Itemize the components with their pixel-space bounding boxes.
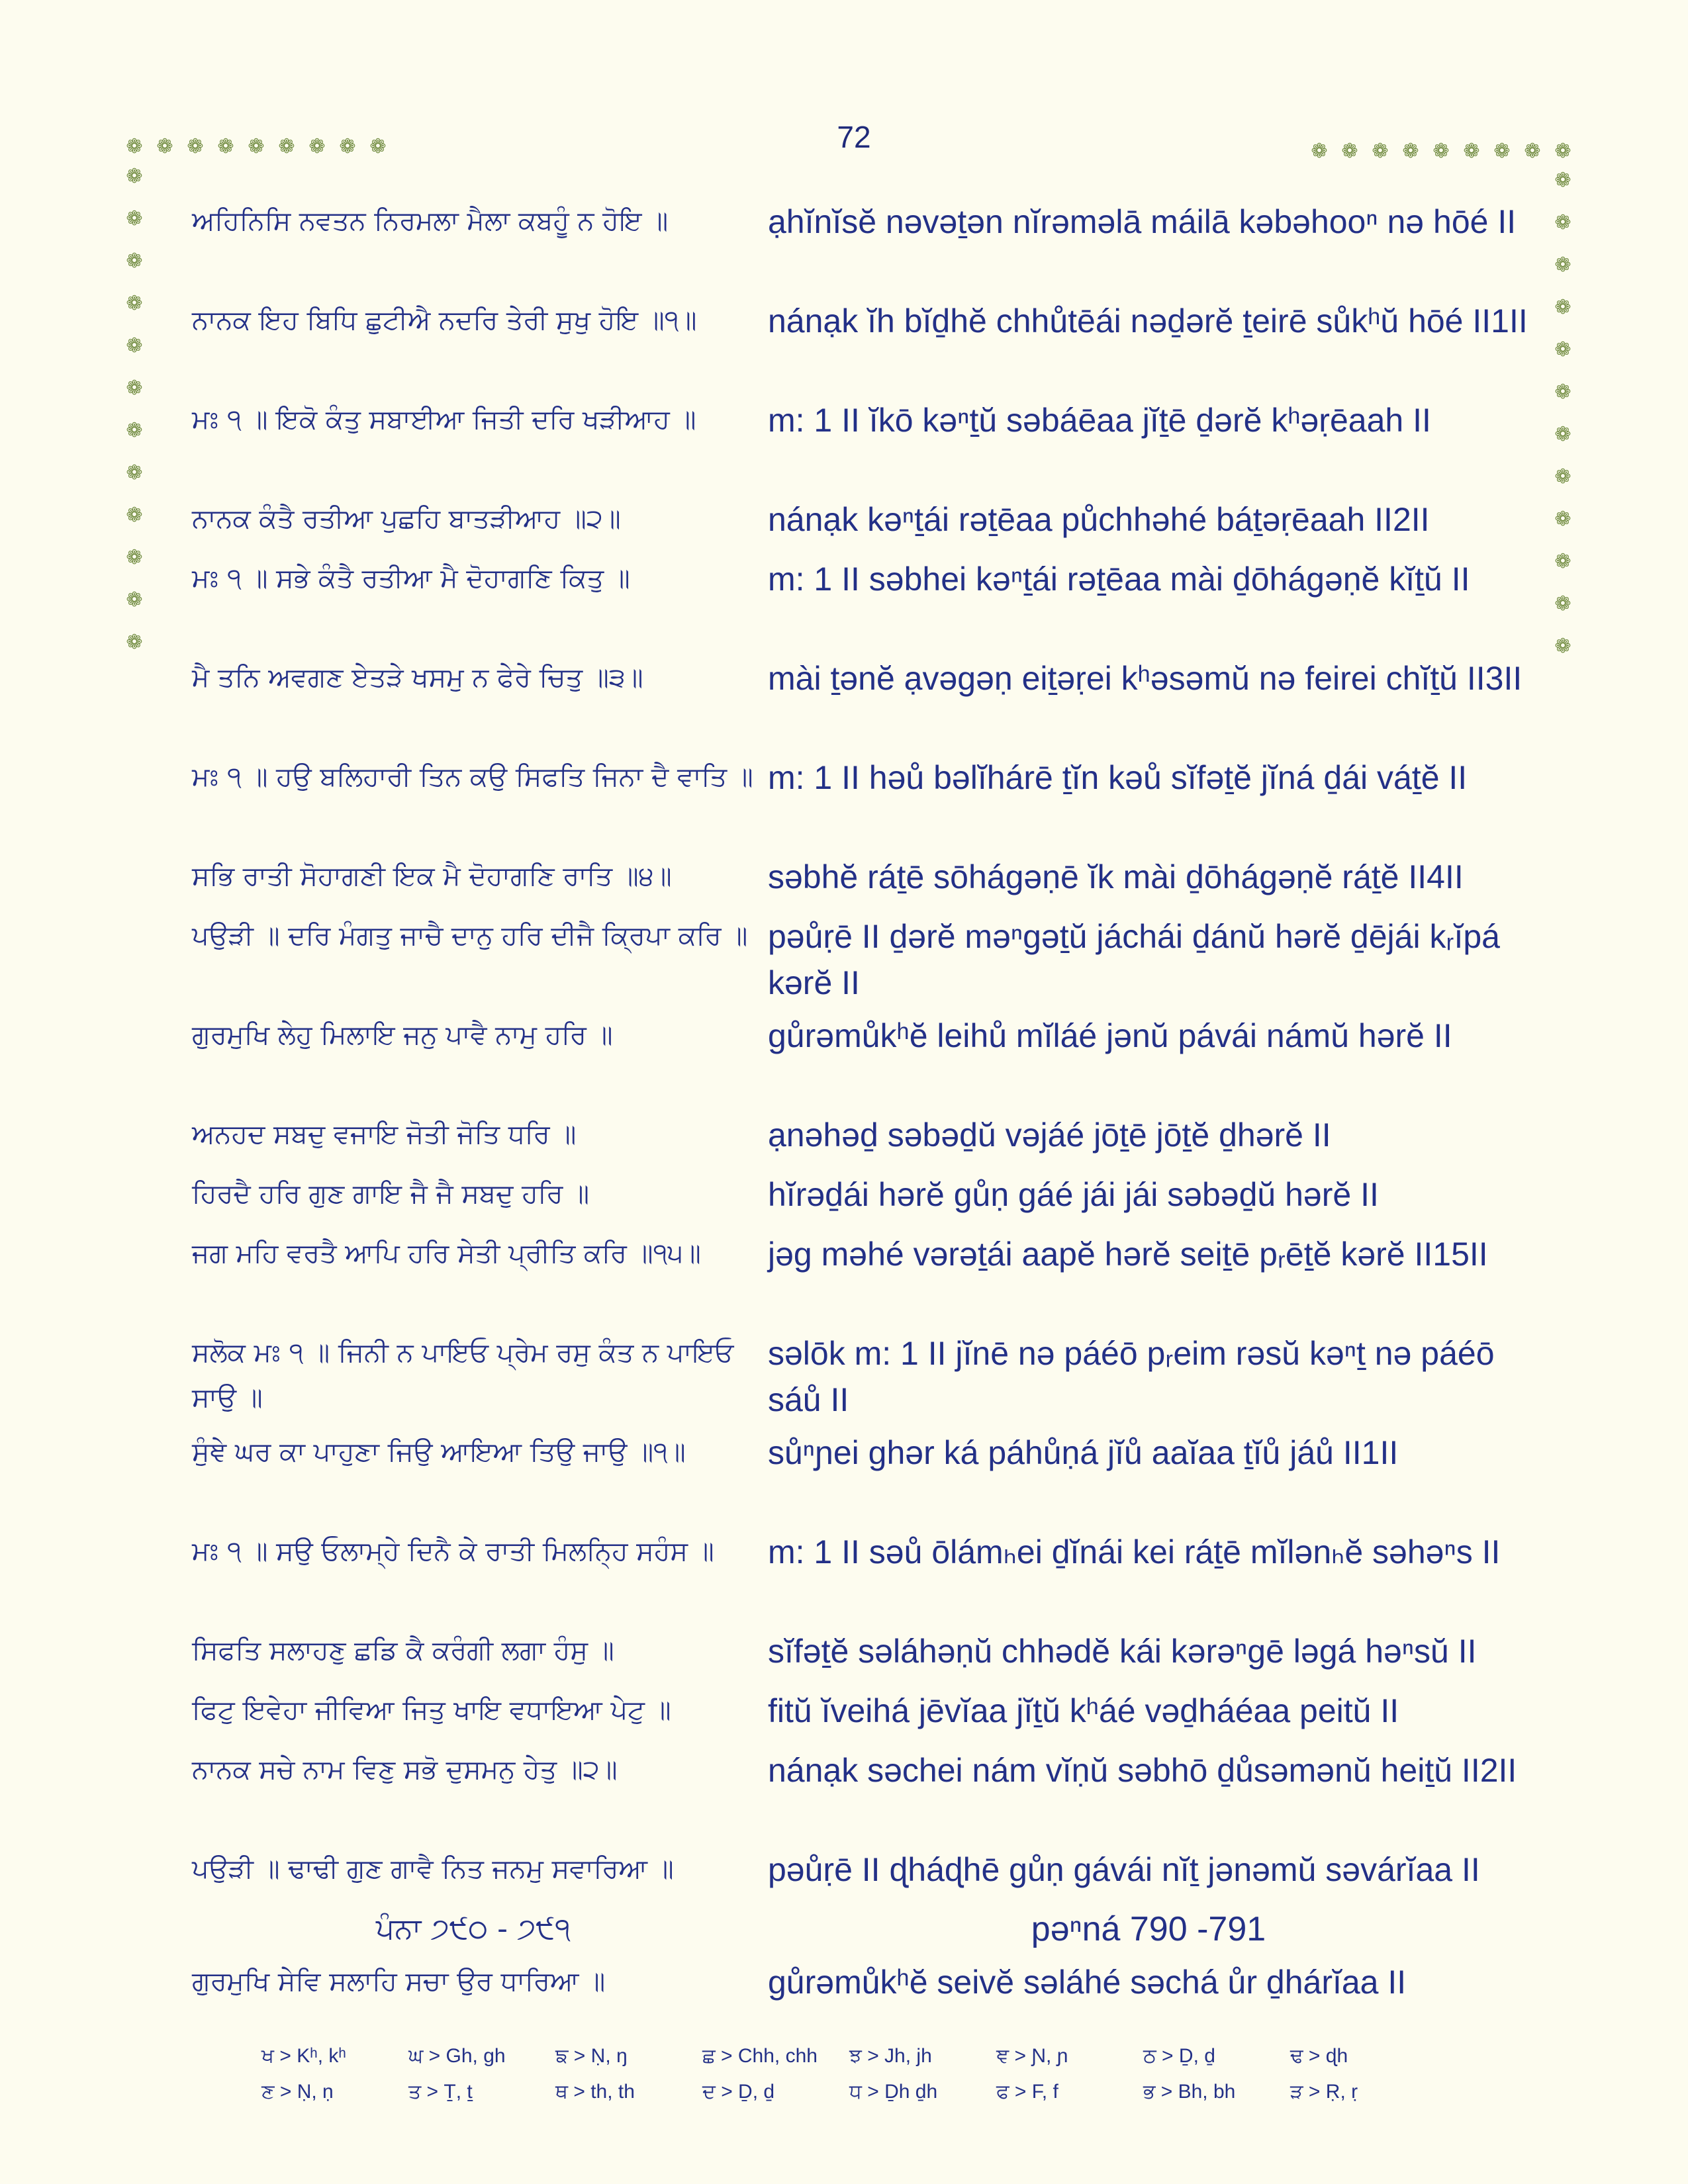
- legend-entry: ਣ > Ṇ, ṇ: [261, 2081, 334, 2103]
- flower-ornament: ❁: [1402, 140, 1419, 163]
- gurmukhi-line: ਨਾਨਕ ਇਹ ਬਿਧਿ ਛੁਟੀਐ ਨਦਰਿ ਤੇਰੀ ਸੁਖੁ ਹੋਇ ॥੧॥: [192, 305, 697, 336]
- flower-ornament: ❁: [1554, 253, 1571, 277]
- flower-ornament: ❁: [1554, 296, 1571, 319]
- legend-entry: ਖ > Kʰ, kʰ: [261, 2045, 346, 2067]
- page-reference-gurmukhi: ਪੰਨਾ ੭੯੦ - ੭੯੧: [375, 1912, 571, 1946]
- legend-entry: ਭ > Bh, bh: [1143, 2081, 1236, 2103]
- flower-ornament: ❁: [126, 546, 143, 569]
- verse-row: [192, 1688, 1542, 1741]
- verse-row: [192, 1846, 1542, 1899]
- transliteration-line: pəůṛē II ḏərĕ məⁿgəṯŭ jáchái ḏánŭ hərĕ ḏējái kᵣĭpá kərĕ II: [768, 918, 1500, 1001]
- transliteration-line: gůrəmůkʰĕ leihů mĭláé jənŭ pávái námŭ hərĕ II: [768, 1017, 1452, 1054]
- gurmukhi-line: ਜਗ ਮਹਿ ਵਰਤੈ ਆਪਿ ਹਰਿ ਸੇਤੀ ਪ੍ਰੀਤਿ ਕਰਿ ॥੧੫॥: [192, 1238, 701, 1269]
- flower-ornament: ❁: [126, 504, 143, 527]
- flower-ornament: ❁: [1341, 140, 1358, 163]
- flower-ornament: ❁: [308, 135, 326, 158]
- flower-ornament: ❁: [187, 135, 204, 158]
- flower-ornament: ❁: [339, 135, 356, 158]
- flower-ornament: ❁: [1372, 140, 1389, 163]
- legend-entry: ੜ > Ṛ, ṛ: [1290, 2081, 1358, 2103]
- transliteration-line: nánạk səchei nám vĭṇŭ səbhō ḏůsəmənŭ heiṯŭ II2II: [768, 1752, 1517, 1789]
- transliteration-line: fitŭ ĭveihá jēvĭaa jĭṯŭ kʰáé vəḏháéaa peitŭ II: [768, 1692, 1399, 1729]
- legend-entry: ਠ > Ḏ, ḏ: [1143, 2045, 1215, 2067]
- flower-ornament: ❁: [126, 631, 143, 654]
- transliteration-line: nánạk ĭh bĭḏhĕ chhůtēái nəḏərĕ ṯeirē sůkʰŭ hōé II1II: [768, 302, 1528, 340]
- transliteration-line: m: 1 II ĭkō kəⁿṯŭ səbáēaa jĭṯē ḏərĕ kʰəṛēaah II: [768, 402, 1431, 439]
- verse-row: [192, 556, 1542, 649]
- verse-row: [192, 397, 1542, 490]
- transliteration-line: hĭrəḏái hərĕ gůṇ gáé jái jái səbəḏŭ hərĕ II: [768, 1176, 1379, 1213]
- verse-row: [192, 1529, 1542, 1621]
- flower-ornament: ❁: [1554, 381, 1571, 404]
- gurmukhi-line: ਪਉੜੀ ॥ ਦਰਿ ਮੰਗਤੁ ਜਾਚੈ ਦਾਨੁ ਹਰਿ ਦੀਜੈ ਕ੍ਰਿਪਾ ਕਰਿ ॥: [192, 921, 748, 951]
- legend-entry: ਧ > Ḏh ḏh: [849, 2081, 938, 2103]
- legend-entry: ਤ > Ṯ, ṯ: [408, 2081, 473, 2103]
- verse-row: [192, 754, 1542, 847]
- transliteration-line: sůⁿɲei ghər ká páhůṇá jĭů aaĭaa ṯĭů jáů II1II: [768, 1434, 1399, 1471]
- legend-entry: ਙ > Ṇ, ŋ: [555, 2045, 628, 2067]
- gurmukhi-line: ਮਃ ੧ ॥ ਸਉ ਓਲਾਮ੍ਹੇ ਦਿਨੈ ਕੇ ਰਾਤੀ ਮਿਲਨ੍ਹਿ ਸਹੰਸ ॥: [192, 1536, 714, 1567]
- flower-ornament: ❁: [278, 135, 295, 158]
- flower-ornament: ❁: [1554, 169, 1571, 192]
- legend-entry: ਛ > Chh, chh: [702, 2045, 818, 2067]
- verse-row: [192, 913, 1542, 1006]
- verse-row: [192, 655, 1542, 748]
- flower-ornament: ❁: [1554, 508, 1571, 531]
- flower-ornament: ❁: [126, 207, 143, 230]
- transliteration-line: pəůṛē II ɖháɖhē gůṇ gávái nĭṯ jənəmŭ səvárĭaa II: [768, 1851, 1480, 1888]
- flower-ornament: ❁: [1554, 211, 1571, 234]
- gurmukhi-line: ਹਿਰਦੈ ਹਰਿ ਗੁਣ ਗਾਇ ਜੈ ਜੈ ਸਬਦੁ ਹਰਿ ॥: [192, 1179, 590, 1209]
- verse-row: [192, 1959, 1542, 2012]
- flower-ornament: ❁: [1554, 140, 1571, 163]
- gurmukhi-line: ਅਨਹਦ ਸਬਦੁ ਵਜਾਇ ਜੋਤੀ ਜੋਤਿ ਧਰਿ ॥: [192, 1119, 577, 1150]
- transliteration-line: nánạk kəⁿṯái rəṯēaa půchhəhé báṯəṛēaah II2II: [768, 501, 1430, 538]
- legend-entry: ਦ > Ḏ, ḏ: [702, 2081, 775, 2103]
- gurmukhi-line: ਮਃ ੧ ॥ ਸਭੇ ਕੰਤੈ ਰਤੀਆ ਮੈ ਦੋਹਾਗਣਿ ਕਿਤੁ ॥: [192, 563, 630, 594]
- gurmukhi-line: ਮਃ ੧ ॥ ਇਕੋ ਕੰਤੁ ਸਬਾਈਆ ਜਿਤੀ ਦਰਿ ਖੜੀਆਹ ॥: [192, 404, 696, 435]
- gurmukhi-line: ਮਃ ੧ ॥ ਹਉ ਬਲਿਹਾਰੀ ਤਿਨ ਕਉ ਸਿਫਤਿ ਜਿਨਾ ਦੈ ਵਾਤਿ ॥: [192, 762, 753, 792]
- gurmukhi-line: ਅਹਿਨਿਸਿ ਨਵਤਨ ਨਿਰਮਲਾ ਮੈਲਾ ਕਬਹੂੰ ਨ ਹੋਇ ॥: [192, 206, 669, 236]
- gurmukhi-line: ਮੈ ਤਨਿ ਅਵਗਣ ਏਤੜੇ ਖਸਮੁ ਨ ਫੇਰੇ ਚਿਤੁ ॥੩॥: [192, 662, 643, 693]
- flower-ornament: ❁: [369, 135, 387, 158]
- legend-entry: ਫ > F, f: [996, 2081, 1058, 2103]
- gurmukhi-line: ਨਾਨਕ ਸਚੇ ਨਾਮ ਵਿਣੁ ਸਭੋ ਦੁਸਮਨੁ ਹੇਤੁ ॥੨॥: [192, 1754, 618, 1785]
- gurmukhi-line: ਸਭਿ ਰਾਤੀ ਸੋਹਾਗਣੀ ਇਕ ਮੈ ਦੋਹਾਗਣਿ ਰਾਤਿ ॥੪॥: [192, 861, 672, 891]
- flower-ornament: ❁: [126, 419, 143, 442]
- flower-ornament: ❁: [1554, 423, 1571, 446]
- verse-row: [192, 854, 1542, 907]
- legend-row: [261, 2074, 1453, 2110]
- legend-entry: ਢ > ɖh: [1290, 2045, 1348, 2067]
- legend-entry: ਞ > Ɲ, ɲ: [996, 2045, 1068, 2067]
- gurmukhi-line: ਸਲੋਕ ਮਃ ੧ ॥ ਜਿਨੀ ਨ ਪਾਇਓ ਪ੍ਰੇਮ ਰਸੁ ਕੰਤ ਨ ਪਾਇਓ ਸਾਉ ॥: [192, 1338, 734, 1413]
- flower-ornament: ❁: [156, 135, 173, 158]
- gurmukhi-line: ਫਿਟੁ ਇਵੇਹਾ ਜੀਵਿਆ ਜਿਤੁ ਖਾਇ ਵਧਾਇਆ ਪੇਟੁ ॥: [192, 1695, 671, 1725]
- transliteration-line: sĭfəṯĕ səláhəṇŭ chhədĕ kái kərəⁿgē ləgá həⁿsŭ II: [768, 1633, 1477, 1670]
- gurmukhi-line: ਸਿਫਤਿ ਸਲਾਹਣੁ ਛਡਿ ਕੈ ਕਰੰਗੀ ਲਗਾ ਹੰਸੁ ॥: [192, 1635, 614, 1666]
- verse-row: [192, 1330, 1542, 1423]
- verse-row: [192, 199, 1542, 291]
- flower-ornament: ❁: [1432, 140, 1450, 163]
- verse-list: [192, 199, 1542, 2019]
- verse-row: [192, 1231, 1542, 1324]
- flower-ornament: ❁: [248, 135, 265, 158]
- verse-row: [192, 1430, 1542, 1522]
- page-reference-translit: pəⁿná 790 -791: [1031, 1910, 1266, 1948]
- transliteration-line: m: 1 II səů ōlámₕei ḏĭnái kei ráṯē mĭlənₕĕ səhəⁿs II: [768, 1533, 1501, 1570]
- legend-entry: ਥ > th, th: [555, 2081, 635, 2103]
- transliteration-line: gůrəmůkʰĕ seivĕ səláhé səchá ůr ḏhárĭaa II: [768, 1964, 1407, 2001]
- gurmukhi-line: ਨਾਨਕ ਕੰਤੈ ਰਤੀਆ ਪੁਛਹਿ ਬਾਤੜੀਆਹ ॥੨॥: [192, 504, 621, 534]
- transliteration-line: jəg məhé vərəṯái aapĕ hərĕ seiṯē pᵣēṯĕ kərĕ II15II: [768, 1236, 1488, 1273]
- transliteration-line: ạnəhəḏ səbəḏŭ vəjáé jōṯē jōṯĕ ḏhərĕ II: [768, 1116, 1331, 1154]
- verse-row: [192, 1171, 1542, 1224]
- transliteration-line: m: 1 II səbhei kəⁿṯái rəṯēaa mài ḏōhágəṇĕ kĭṯŭ II: [768, 561, 1470, 598]
- verse-row: [192, 1013, 1542, 1105]
- gurmukhi-line: ਗੁਰਮੁਖਿ ਲੇਹੁ ਮਿਲਾਇ ਜਨੁ ਪਾਵੈ ਨਾਮੁ ਹਰਿ ॥: [192, 1020, 613, 1050]
- flower-ornament: ❁: [1554, 635, 1571, 658]
- page-reference: [192, 1906, 1542, 1952]
- transliteration-line: mài ṯənĕ ạvəgəṇ eiṯəṛei kʰəsəmŭ nə feirei chĭṯŭ II3II: [768, 660, 1523, 697]
- transliteration-legend: [261, 2038, 1453, 2110]
- verse-row: [192, 1747, 1542, 1840]
- page-number: 72: [837, 120, 871, 154]
- verse-row: [192, 1628, 1542, 1681]
- gurmukhi-line: ਸੁੰਞੇ ਘਰ ਕਾ ਪਾਹੁਣਾ ਜਿਉ ਆਇਆ ਤਿਉ ਜਾਉ ॥੧॥: [192, 1437, 686, 1467]
- flower-ornament: ❁: [126, 292, 143, 315]
- flower-ornament: ❁: [1554, 592, 1571, 615]
- legend-row: [261, 2038, 1453, 2074]
- flower-ornament: ❁: [1311, 140, 1328, 163]
- flower-ornament: ❁: [1463, 140, 1480, 163]
- verse-row: [192, 496, 1542, 549]
- transliteration-line: səlōk m: 1 II jĭnē nə páéō pᵣeim rəsŭ kəⁿṯ nə páéō sáů II: [768, 1335, 1495, 1418]
- flower-ornament: ❁: [126, 461, 143, 484]
- gurmukhi-line: ਗੁਰਮੁਖਿ ਸੇਵਿ ਸਲਾਹਿ ਸਚਾ ਉਰ ਧਾਰਿਆ ॥: [192, 1966, 606, 1997]
- transliteration-line: səbhĕ ráṯē sōhágəṇē ĭk mài ḏōhágəṇĕ ráṯĕ II4II: [768, 858, 1464, 895]
- flower-ornament: ❁: [1524, 140, 1541, 163]
- legend-entry: ਘ > Gh, gh: [408, 2045, 506, 2067]
- transliteration-line: m: 1 II həů bəlĭhárē ṯĭn kəů sĭfəṯĕ jĭná ḏái váṯĕ II: [768, 759, 1468, 796]
- flower-ornament: ❁: [1554, 338, 1571, 361]
- flower-ornament: ❁: [1554, 550, 1571, 573]
- flower-ornament: ❁: [126, 588, 143, 612]
- flower-ornament: ❁: [126, 250, 143, 273]
- gurmukhi-line: ਪਉੜੀ ॥ ਢਾਢੀ ਗੁਣ ਗਾਵੈ ਨਿਤ ਜਨਮੁ ਸਵਾਰਿਆ ॥: [192, 1854, 674, 1884]
- flower-ornament: ❁: [126, 165, 143, 188]
- verse-row: [192, 298, 1542, 390]
- flower-ornament: ❁: [126, 377, 143, 400]
- flower-ornament: ❁: [217, 135, 234, 158]
- legend-entry: ਝ > Jh, jh: [849, 2045, 932, 2067]
- flower-ornament: ❁: [126, 135, 143, 158]
- transliteration-line: ạhĭnĭsĕ nəvəṯən nĭrəməlā máilā kəbəhooⁿ nə hōé II: [768, 203, 1517, 240]
- verse-row: [192, 1112, 1542, 1165]
- flower-ornament: ❁: [1554, 465, 1571, 488]
- flower-ornament: ❁: [126, 334, 143, 357]
- flower-ornament: ❁: [1493, 140, 1511, 163]
